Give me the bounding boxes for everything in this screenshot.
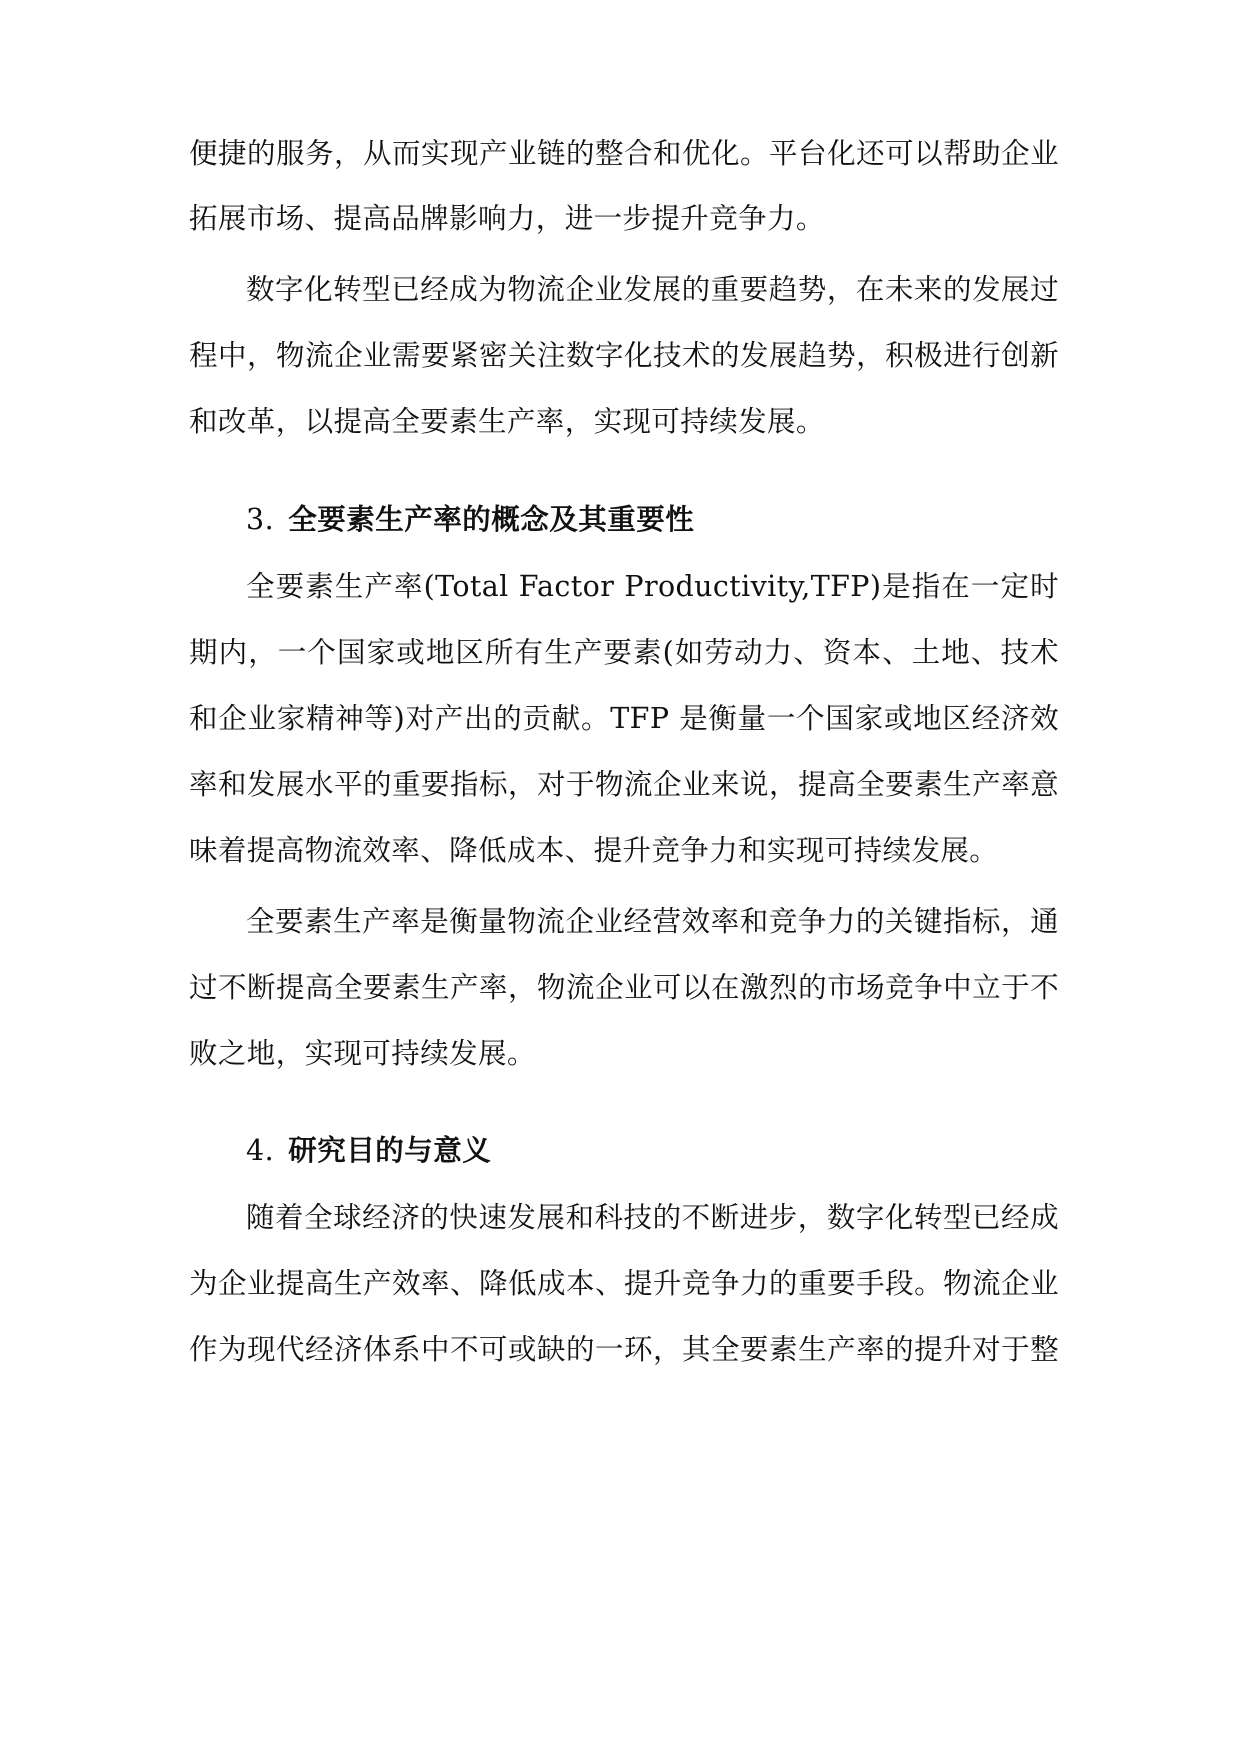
paragraph-4-line-1: 全要素生产率是衡量物流企业经营效率和竞争力的关键指标，通 (246, 905, 1059, 938)
section-4-heading (246, 1131, 491, 1171)
paragraph-2-line-3: 和改革，以提高全要素生产率，实现可持续发展。 (189, 405, 825, 438)
paragraph-3-line-2: 期内，一个国家或地区所有生产要素(如劳动力、资本、土地、技术 (189, 636, 1059, 669)
paragraph-5-line-3: 作为现代经济体系中不可或缺的一环，其全要素生产率的提升对于整 (189, 1333, 1059, 1366)
section-3-heading (246, 500, 694, 540)
paragraph-4-line-2: 过不断提高全要素生产率，物流企业可以在激烈的市场竞争中立于不 (189, 971, 1059, 1004)
paragraph-1-line-1: 便捷的服务，从而实现产业链的整合和优化。平台化还可以帮助企业 (189, 137, 1059, 170)
paragraph-2-line-2: 程中，物流企业需要紧密关注数字化技术的发展趋势，积极进行创新 (189, 339, 1059, 372)
paragraph-5-line-2: 为企业提高生产效率、降低成本、提升竞争力的重要手段。物流企业 (189, 1267, 1059, 1300)
section-3-title: 全要素生产率的概念及其重要性 (288, 503, 695, 536)
paragraph-3-line-3: 和企业家精神等)对产出的贡献。TFP 是衡量一个国家或地区经济效 (189, 702, 1059, 735)
paragraph-1-line-2: 拓展市场、提高品牌影响力，进一步提升竞争力。 (189, 202, 825, 235)
paragraph-3-line-5: 味着提高物流效率、降低成本、提升竞争力和实现可持续发展。 (189, 834, 999, 867)
paragraph-4-line-3: 败之地，实现可持续发展。 (189, 1037, 536, 1070)
section-3-number: 3. (246, 503, 275, 536)
paragraph-2-line-1: 数字化转型已经成为物流企业发展的重要趋势，在未来的发展过 (246, 273, 1059, 306)
paragraph-3-line-4: 率和发展水平的重要指标，对于物流企业来说，提高全要素生产率意 (189, 768, 1059, 801)
section-4-title: 研究目的与意义 (288, 1134, 492, 1167)
paragraph-3-line-1: 全要素生产率(Total Factor Productivity,TFP)是指在一定时 (246, 570, 1059, 603)
section-4-number: 4. (246, 1134, 275, 1167)
paragraph-5-line-1: 随着全球经济的快速发展和科技的不断进步，数字化转型已经成 (246, 1201, 1059, 1234)
